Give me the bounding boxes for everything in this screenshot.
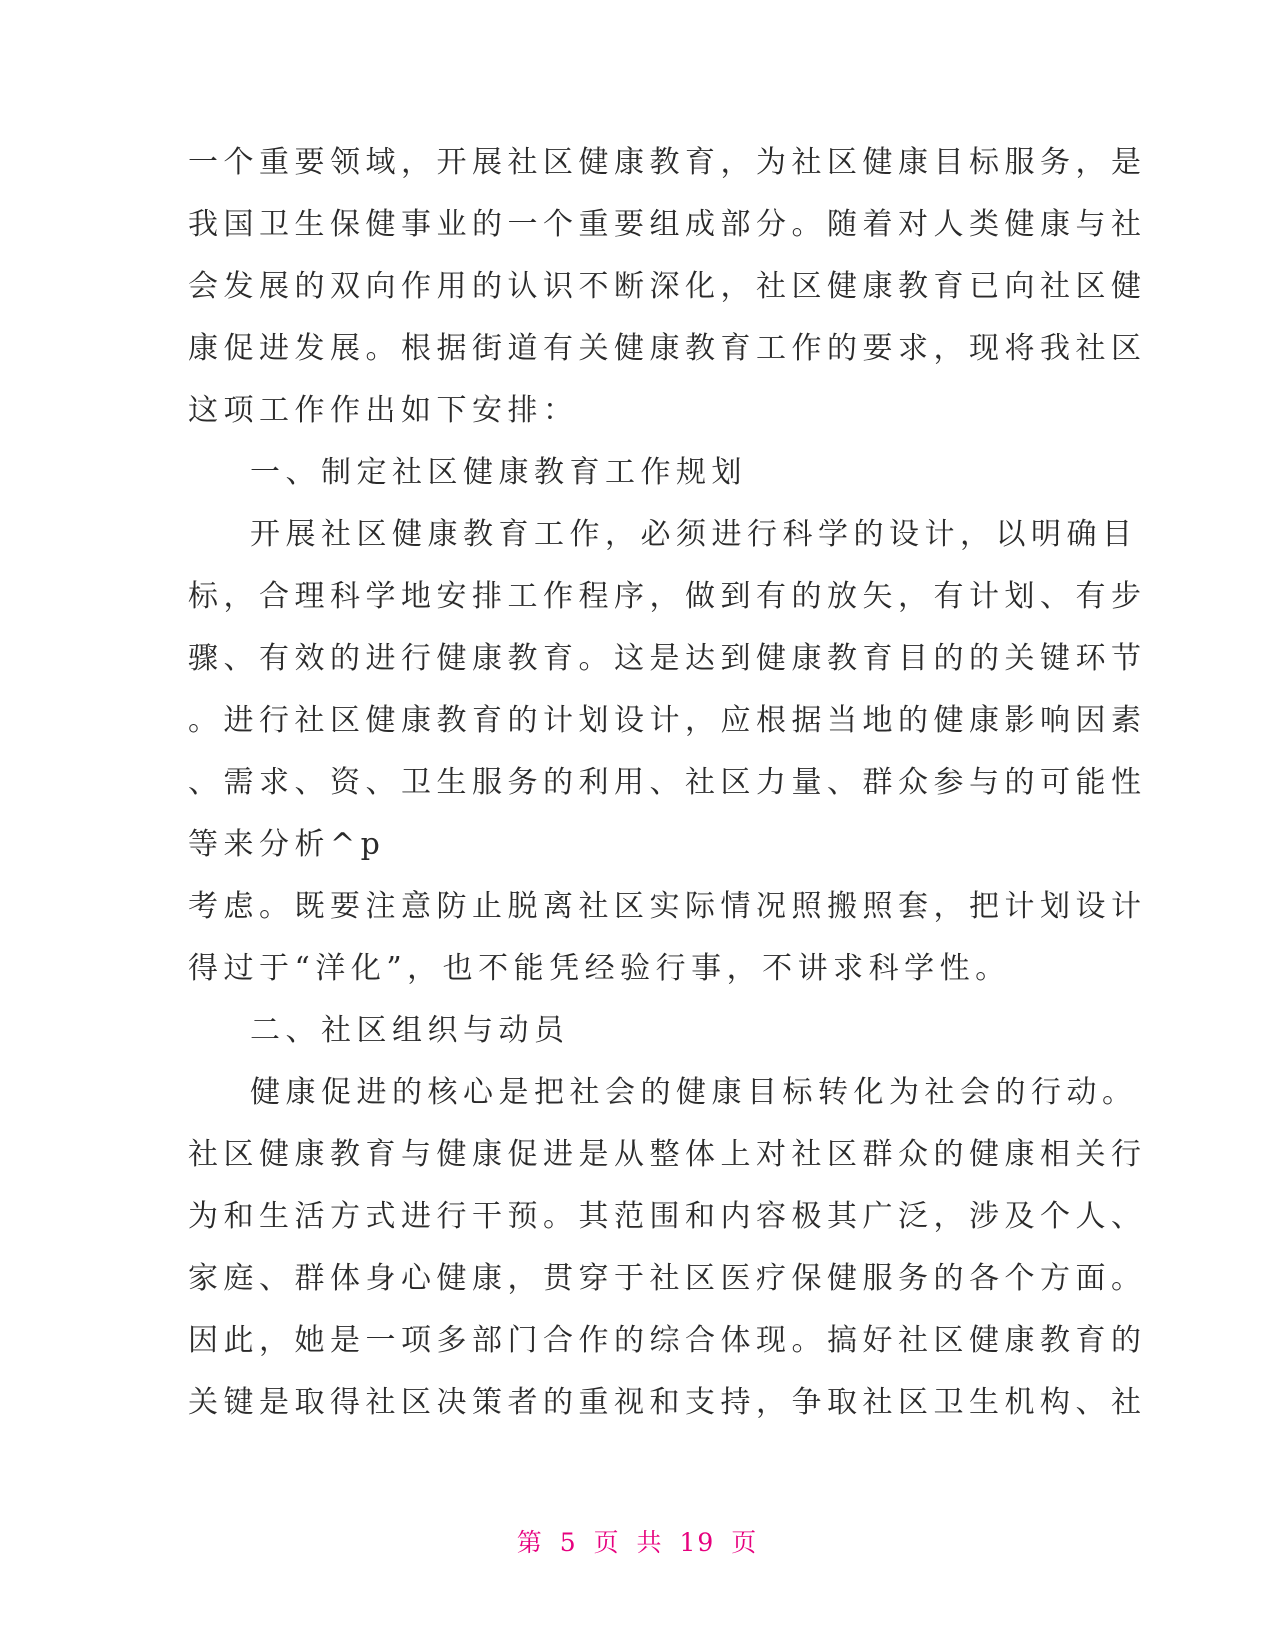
page-number-footer: 第 5 页 共 19 页	[516, 1528, 759, 1557]
text-line: 一个重要领域，开展社区健康教育，为社区健康目标服务，是	[188, 145, 1147, 180]
text-line: 社区健康教育与健康促进是从整体上对社区群众的健康相关行	[188, 1137, 1147, 1172]
text-line: 关键是取得社区决策者的重视和支持，争取社区卫生机构、社	[188, 1385, 1147, 1420]
text-line: 这项工作作出如下安排：	[188, 393, 579, 428]
text-line: 家庭、群体身心健康，贯穿于社区医疗保健服务的各个方面。	[188, 1261, 1147, 1296]
text-line: 、需求、资、卫生服务的利用、社区力量、群众参与的可能性	[188, 765, 1147, 800]
text-line: 等来分析^p	[188, 827, 386, 862]
text-line: 。进行社区健康教育的计划设计，应根据当地的健康影响因素	[188, 703, 1147, 738]
text-line: 会发展的双向作用的认识不断深化，社区健康教育已向社区健	[188, 269, 1147, 304]
text-line: 骤、有效的进行健康教育。这是达到健康教育目的的关键环节	[188, 641, 1147, 676]
section-heading: 二、社区组织与动员	[250, 1013, 570, 1048]
text-line: 标，合理科学地安排工作程序，做到有的放矢，有计划、有步	[188, 579, 1147, 614]
text-line: 我国卫生保健事业的一个重要组成部分。随着对人类健康与社	[188, 207, 1147, 242]
text-line: 健康促进的核心是把社会的健康目标转化为社会的行动。	[250, 1075, 1138, 1110]
text-line: 考虑。既要注意防止脱离社区实际情况照搬照套，把计划设计	[188, 889, 1147, 924]
section-heading: 一、制定社区健康教育工作规划	[250, 455, 747, 490]
text-line: 得过于“洋化”，也不能凭经验行事，不讲求科学性。	[188, 951, 1011, 986]
text-line: 因此，她是一项多部门合作的综合体现。搞好社区健康教育的	[188, 1323, 1147, 1358]
text-line: 为和生活方式进行干预。其范围和内容极其广泛，涉及个人、	[188, 1199, 1147, 1234]
text-line: 康促进发展。根据街道有关健康教育工作的要求，现将我社区	[188, 331, 1147, 366]
text-line: 开展社区健康教育工作，必须进行科学的设计，以明确目	[250, 517, 1138, 552]
